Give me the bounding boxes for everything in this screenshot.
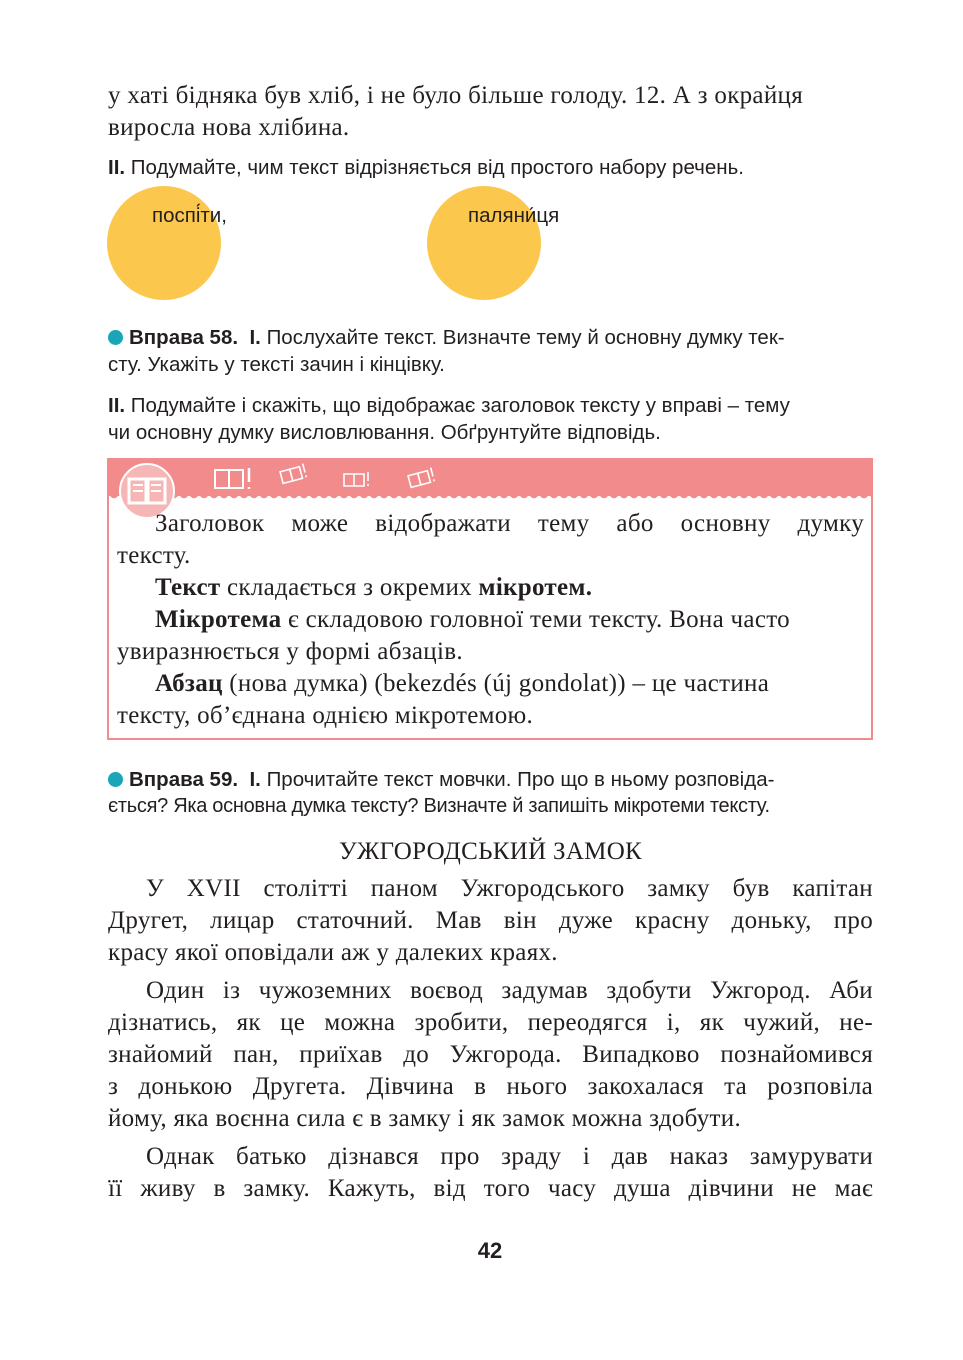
open-book-icon — [215, 468, 249, 489]
exercise-58-part-2 — [108, 392, 873, 446]
rule-text — [117, 508, 864, 732]
story-line: Другет, лицар статочний. Мав він дуже красну доньку, про — [108, 907, 873, 934]
book-icons-row — [209, 462, 509, 498]
story-line: красу якої оповідали аж у далеких краях. — [108, 939, 558, 966]
exercise-line: сту. Укажіть у тексті зачин і кінцівку. — [108, 353, 445, 376]
bold-term: Мікротема — [155, 606, 282, 633]
story-line: дізнатись, як це можна зробити, переодягся і, як чужий, не- — [108, 1009, 873, 1036]
story-line: Один із чужоземних воєвод задумав здобути Ужгород. Аби — [146, 977, 873, 1004]
part-label: I. — [249, 768, 261, 791]
rule-text-span: складається з окремих — [220, 574, 479, 601]
rule-line: тексту, об’єднана однією мікротемою. — [117, 702, 534, 729]
part-label: II. — [108, 394, 126, 417]
story-paragraph — [108, 873, 873, 969]
open-book-icon — [344, 472, 368, 486]
story-body — [108, 873, 873, 1205]
word-card-1: поспі́ти, — [152, 204, 227, 227]
task-text: Подумайте, чим текст відрізняється від простого набору речень. — [130, 156, 744, 179]
bold-term: Текст — [155, 574, 221, 601]
rule-line: тексту. — [117, 542, 191, 569]
story-line: з донькою Другета. Дівчина в нього закохалася та розповіла — [108, 1073, 873, 1100]
rule-text-span: є складовою головної теми тексту. Вона часто — [281, 606, 790, 633]
rule-line: увиразнюється у формі абзаців. — [117, 638, 463, 665]
open-book-icon — [280, 464, 307, 484]
exercise-58 — [108, 324, 873, 378]
bold-term: мікротем. — [478, 574, 593, 601]
story-line: Однак батько дізнався про зраду і дав наказ замурувати — [146, 1143, 873, 1170]
open-book-icon — [408, 468, 435, 488]
rule-line — [117, 572, 864, 604]
rule-text-span: (нова думка) (bekezdés (új gondolat)) – це частина — [222, 670, 770, 697]
rule-header-scallop — [109, 494, 871, 502]
word-card-2: паляни́ця — [468, 204, 560, 227]
story-line: її живу в замку. Кажуть, від того часу душа дівчини не має — [108, 1175, 873, 1202]
exercise-line — [108, 324, 873, 351]
story-line: знайомий пан, приїхав до Ужгорода. Випадково познайомився — [108, 1041, 873, 1068]
exercise-59 — [108, 766, 873, 820]
exercise-text: Послухайте текст. Визначте тему й основну думку тек- — [266, 326, 785, 349]
story-paragraph — [108, 1141, 873, 1205]
task-two — [108, 154, 873, 181]
page-number: 42 — [477, 1238, 503, 1263]
story-title: УЖГОРОДСЬКИЙ ЗАМОК — [338, 838, 643, 865]
bullet-dot-icon — [108, 772, 123, 787]
story-line: йому, яка воєнна сила є в замку і як замок можна здобути. — [108, 1105, 742, 1132]
story-line: У XVII столітті паном Ужгородського замку був капітан — [146, 875, 873, 902]
exercise-line — [108, 392, 873, 419]
story-paragraph — [108, 975, 873, 1135]
text-line: виросла нова хлібина. — [108, 114, 350, 141]
exercise-line: ється? Яка основна думка тексту? Визначте й запишіть мікротеми тексту. — [108, 795, 770, 817]
rule-box — [107, 458, 873, 740]
exercise-line — [108, 766, 873, 793]
text-line: у хаті бідняка був хліб, і не було більше голоду. 12. А з окрайця — [108, 82, 803, 109]
rule-line: Заголовок може відображати тему або основну думку — [155, 510, 864, 537]
exercise-label: Вправа 58. — [129, 326, 239, 349]
exercise-text: Прочитайте текст мовчки. Про що в ньому розповіда- — [266, 768, 775, 791]
part-label: I. — [249, 326, 261, 349]
bullet-dot-icon — [108, 330, 123, 345]
rule-line — [117, 604, 864, 636]
exercise-line: чи основну думку висловлювання. Обґрунтуйте відповідь. — [108, 421, 661, 444]
previous-text-continuation — [108, 80, 873, 144]
task-label: II. — [108, 156, 126, 179]
exercise-text: Подумайте і скажіть, що відображає заголовок тексту у вправі – тему — [130, 394, 790, 417]
rule-line — [117, 668, 864, 700]
rule-header-band — [109, 460, 871, 496]
exercise-label: Вправа 59. — [129, 768, 239, 791]
bold-term: Абзац — [155, 670, 223, 697]
